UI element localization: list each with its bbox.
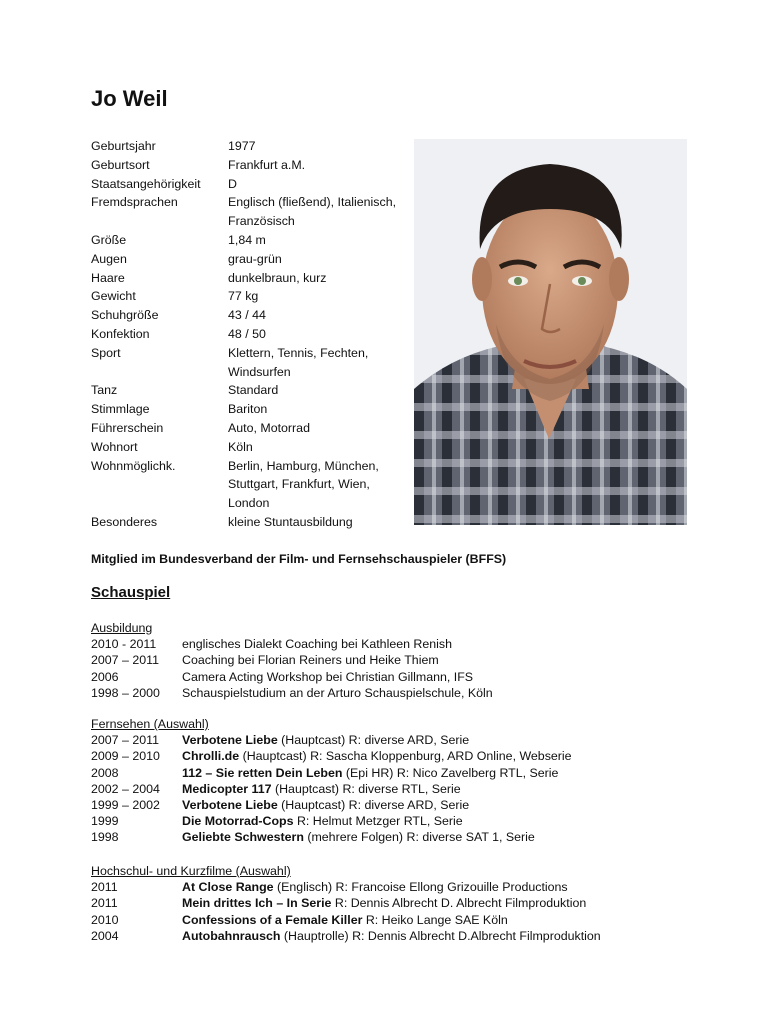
fact-row xyxy=(91,137,401,156)
fact-row xyxy=(91,287,401,306)
entry-year: 1998 xyxy=(91,830,119,845)
list-item xyxy=(91,685,691,701)
fact-label: Staatsangehörigkeit xyxy=(91,176,201,191)
fernsehen-title: Fernsehen (Auswahl) xyxy=(91,717,209,731)
hochschul-title: Hochschul- und Kurzfilme (Auswahl) xyxy=(91,864,291,878)
personal-facts-list xyxy=(91,137,401,532)
list-item xyxy=(91,732,691,748)
list-item xyxy=(91,797,691,813)
fact-label: Tanz xyxy=(91,383,118,398)
entry-text: Schauspielstudium an der Arturo Schauspielschule, Köln xyxy=(182,685,493,700)
entry-year: 2007 – 2011 xyxy=(91,653,159,668)
entry-details: (Epi HR) R: Nico Zavelberg RTL, Serie xyxy=(342,765,559,780)
list-item xyxy=(91,928,691,944)
entry-text xyxy=(182,748,691,764)
entry-text xyxy=(182,765,691,781)
entry-text xyxy=(182,829,691,845)
fact-label: Gewicht xyxy=(91,289,136,304)
list-item xyxy=(91,781,691,797)
entry-details: (Englisch) R: Francoise Ellong Grizouille Productions xyxy=(273,880,568,895)
fact-label: Augen xyxy=(91,251,127,266)
fact-value: 43 / 44 xyxy=(228,308,266,323)
fact-label: Geburtsort xyxy=(91,157,150,172)
entry-details: R: Dennis Albrecht D. Albrecht Filmproduktion xyxy=(331,896,587,911)
fact-label: Besonderes xyxy=(91,514,158,529)
list-item xyxy=(91,829,691,845)
entry-title: Confessions of a Female Killer xyxy=(182,912,363,927)
fact-label: Größe xyxy=(91,232,127,247)
entry-year: 2007 – 2011 xyxy=(91,733,159,748)
fact-value: 1,84 m xyxy=(228,232,266,247)
entry-text: Camera Acting Workshop bei Christian Gillmann, IFS xyxy=(182,669,474,684)
ausbildung-section xyxy=(91,620,691,701)
entry-year: 2004 xyxy=(91,928,119,943)
entry-text xyxy=(182,895,691,911)
list-item xyxy=(91,652,691,668)
headshot-photo xyxy=(414,139,687,525)
entry-text xyxy=(182,797,691,813)
entry-details: (Hauptcast) R: Sascha Kloppenburg, ARD Online, Webserie xyxy=(239,749,572,764)
headshot-illustration xyxy=(414,139,687,525)
fact-value: Köln xyxy=(228,439,253,454)
fact-value: 77 kg xyxy=(228,289,259,304)
list-item xyxy=(91,748,691,764)
entry-year: 2002 – 2004 xyxy=(91,781,160,796)
fact-value: Berlin, Hamburg, München, Stuttgart, Frankfurt, Wien, London xyxy=(228,458,379,511)
entry-year: 2009 – 2010 xyxy=(91,749,160,764)
entry-details: (Hauptcast) R: diverse ARD, Serie xyxy=(277,798,470,813)
entry-title: Medicopter 117 xyxy=(182,781,272,796)
entry-text xyxy=(182,781,691,797)
fact-row xyxy=(91,175,401,194)
fact-row xyxy=(91,438,401,457)
fernsehen-section xyxy=(91,716,691,846)
entry-year: 1999 xyxy=(91,814,119,829)
ausbildung-title: Ausbildung xyxy=(91,621,153,635)
entry-year: 1998 – 2000 xyxy=(91,685,160,700)
entry-year: 2006 xyxy=(91,669,119,684)
entry-text xyxy=(182,813,691,829)
fact-label: Haare xyxy=(91,270,125,285)
section-title-schauspiel: Schauspiel xyxy=(91,584,171,601)
list-item xyxy=(91,813,691,829)
list-item xyxy=(91,879,691,895)
entry-title: At Close Range xyxy=(182,880,274,895)
person-name: Jo Weil xyxy=(91,86,168,111)
fact-row xyxy=(91,457,401,513)
entry-year: 1999 – 2002 xyxy=(91,798,160,813)
fact-row xyxy=(91,156,401,175)
list-item xyxy=(91,912,691,928)
fact-value: Auto, Motorrad xyxy=(228,420,310,435)
entry-details: (Hauptcast) R: diverse RTL, Serie xyxy=(271,781,461,796)
entry-text xyxy=(182,912,691,928)
fact-value: D xyxy=(228,176,237,191)
entry-year: 2011 xyxy=(91,880,118,895)
list-item xyxy=(91,895,691,911)
fact-value: grau-grün xyxy=(228,251,282,266)
entry-title: Die Motorrad-Cops xyxy=(182,814,294,829)
fact-value: 1977 xyxy=(228,139,256,153)
entry-details: (Hauptcast) R: diverse ARD, Serie xyxy=(277,733,470,748)
entry-text xyxy=(182,879,691,895)
fact-label: Führerschein xyxy=(91,420,164,435)
fact-label: Sport xyxy=(91,345,121,360)
entry-details: (mehrere Folgen) R: diverse SAT 1, Serie xyxy=(303,830,535,845)
fact-row xyxy=(91,325,401,344)
entry-year: 2008 xyxy=(91,765,119,780)
entry-title: Mein drittes Ich – In Serie xyxy=(182,896,332,911)
entry-text: Coaching bei Florian Reiners und Heike Thiem xyxy=(182,653,439,668)
entry-title: Geliebte Schwestern xyxy=(182,830,304,845)
list-item xyxy=(91,636,691,652)
fact-row xyxy=(91,400,401,419)
entry-year: 2010 - 2011 xyxy=(91,637,157,652)
entry-title: Autobahnrausch xyxy=(182,928,281,943)
fact-value: Klettern, Tennis, Fechten, Windsurfen xyxy=(228,345,369,379)
entry-title: Chrolli.de xyxy=(182,749,240,764)
fact-value: Standard xyxy=(228,383,279,398)
fact-label: Wohnort xyxy=(91,439,138,454)
entry-title: 112 – Sie retten Dein Leben xyxy=(182,765,343,780)
list-item xyxy=(91,669,691,685)
fact-value: kleine Stuntausbildung xyxy=(228,514,353,529)
fact-row xyxy=(91,231,401,250)
entry-text xyxy=(182,928,691,944)
entry-text xyxy=(182,732,691,748)
fact-label: Fremdsprachen xyxy=(91,195,178,210)
fact-row xyxy=(91,269,401,288)
fact-label: Stimmlage xyxy=(91,402,150,417)
fact-row xyxy=(91,419,401,438)
fact-label: Wohnmöglichk. xyxy=(91,458,176,473)
fact-row xyxy=(91,381,401,400)
fact-value: Englisch (fließend), Italienisch, Französisch xyxy=(228,195,397,229)
entry-title: Verbotene Liebe xyxy=(182,798,278,813)
entry-year: 2011 xyxy=(91,896,118,911)
entry-text: englisches Dialekt Coaching bei Kathleen Renish xyxy=(182,637,453,652)
entry-details: R: Helmut Metzger RTL, Serie xyxy=(293,814,463,829)
fact-value: Frankfurt a.M. xyxy=(228,157,306,172)
fact-label: Schuhgröße xyxy=(91,308,159,323)
fact-row xyxy=(91,344,401,382)
fact-label: Konfektion xyxy=(91,326,150,341)
entry-title: Verbotene Liebe xyxy=(182,733,278,748)
entry-details: R: Heiko Lange SAE Köln xyxy=(362,912,508,927)
membership-note: Mitglied im Bundesverband der Film- und Fernsehschauspieler (BFFS) xyxy=(91,552,507,566)
fact-value: Bariton xyxy=(228,402,268,417)
hochschul-section xyxy=(91,863,691,944)
fact-row xyxy=(91,306,401,325)
fact-row xyxy=(91,193,401,231)
fact-row xyxy=(91,250,401,269)
fact-value: dunkelbraun, kurz xyxy=(228,270,327,285)
list-item xyxy=(91,765,691,781)
entry-details: (Hauptrolle) R: Dennis Albrecht D.Albrecht Filmproduktion xyxy=(280,928,601,943)
fact-row xyxy=(91,513,401,532)
entry-year: 2010 xyxy=(91,912,119,927)
fact-value: 48 / 50 xyxy=(228,326,266,341)
fact-label: Geburtsjahr xyxy=(91,139,156,153)
